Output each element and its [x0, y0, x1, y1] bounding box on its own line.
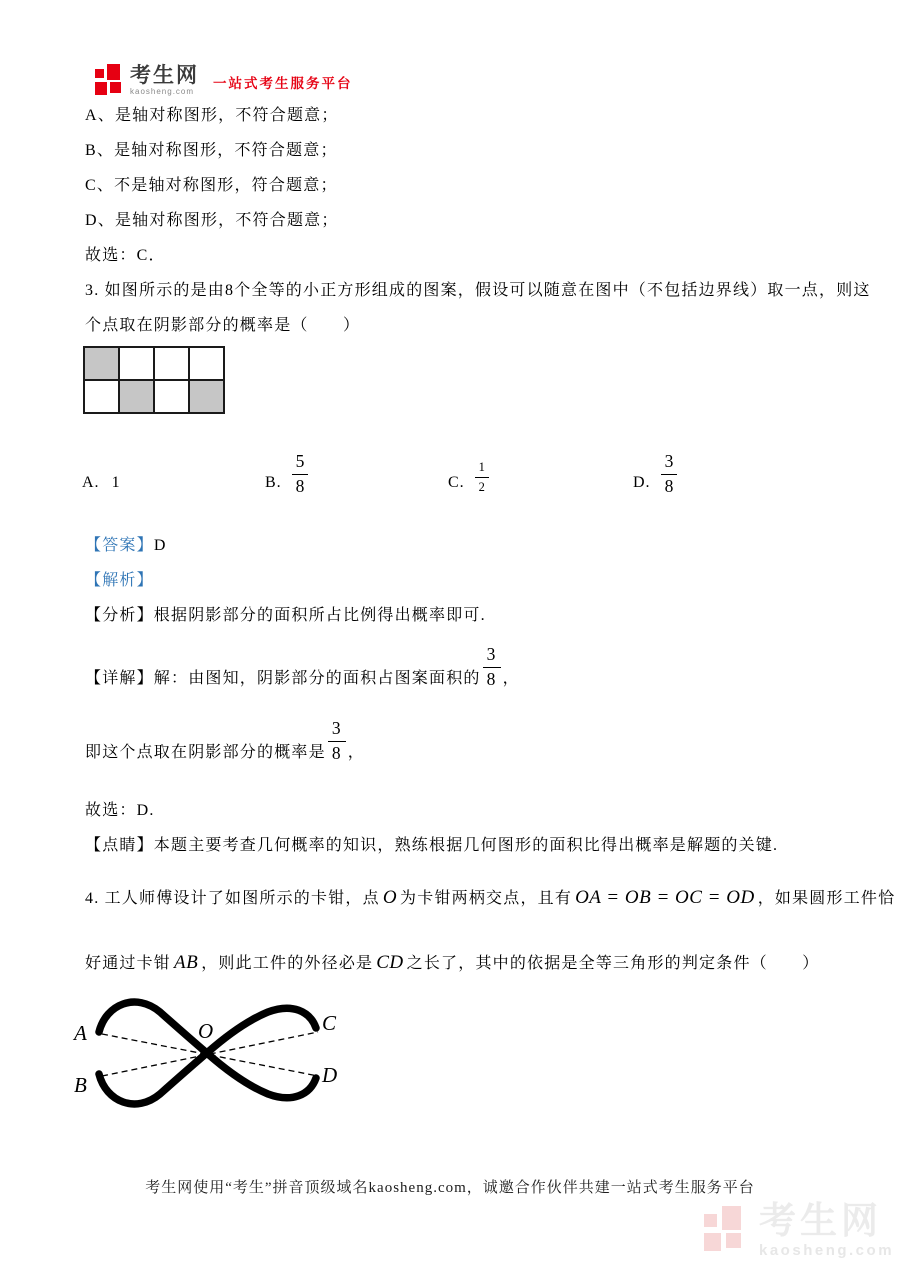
q4-l2-math0: AB	[174, 952, 199, 973]
fraction-denominator: 8	[661, 474, 678, 496]
fraction-numerator: 3	[664, 451, 674, 471]
solution2-line-d: D、是轴对称图形，不符合题意；	[85, 212, 339, 229]
point-label-c: C	[322, 1011, 337, 1035]
q3-option-b	[265, 447, 308, 495]
grid-cell-shaded	[190, 381, 223, 412]
question3-text-line1: 3. 如图所示的是由8个全等的小正方形组成的图案，假设可以随意在图中（不包括边界线）取一点，则这	[85, 282, 871, 299]
xiangjie-prefix: 【详解】解：由图知，阴影部分的面积占图案面积的	[85, 670, 481, 687]
question4-text-line1	[85, 886, 895, 911]
q3-option-a-value: 1	[111, 474, 120, 491]
q4-l1-math1: OA = OB = OC = OD	[575, 887, 755, 908]
grid-cell-shaded	[85, 348, 118, 379]
watermark-wordmark	[759, 1202, 894, 1258]
q4-l1-text2: ，如果圆形工件恰	[757, 890, 896, 907]
q3-option-c-label: C.	[448, 474, 465, 491]
q4-l1-text1: 为卡钳两柄交点，且有	[400, 890, 573, 907]
q3-option-c-fraction	[475, 461, 489, 493]
logo-site-name: 考生网	[130, 64, 199, 87]
q3-option-d-fraction	[661, 453, 678, 495]
q3-answer-line	[85, 536, 167, 557]
question3-text-line2: 个点取在阴影部分的概率是（ ）	[85, 317, 361, 334]
fraction-denominator: 8	[483, 667, 501, 689]
q3-option-b-fraction	[292, 453, 309, 495]
solution2-line-a: A、是轴对称图形，不符合题意；	[85, 107, 339, 124]
xiangjie-fraction	[483, 646, 501, 688]
kaosheng-brand-icon	[95, 64, 124, 96]
probability-grid-figure	[83, 346, 225, 414]
kaosheng-logo	[95, 64, 353, 96]
answer-label: 【答案】	[85, 537, 154, 554]
q4-l2-text0: 好通过卡钳	[85, 955, 172, 972]
logo-tagline: 一站式考生服务平台	[213, 76, 353, 91]
xiangjie-suffix: ，	[502, 670, 520, 687]
point-label-o: O	[198, 1019, 214, 1043]
kaosheng-watermark	[704, 1202, 894, 1258]
watermark-site-domain: kaosheng.com	[759, 1242, 895, 1259]
grid-cell-shaded	[120, 381, 153, 412]
q4-l1-math0: O	[382, 887, 398, 908]
probability-prefix: 即这个点取在阴影部分的概率是	[85, 744, 326, 761]
q4-l1-text0: 4. 工人师傅设计了如图所示的卡钳，点	[85, 890, 380, 907]
fraction-denominator: 8	[292, 474, 309, 496]
grid-cell	[85, 381, 118, 412]
logo-wordmark	[130, 65, 199, 96]
probability-fraction	[328, 720, 346, 762]
watermark-site-name: 考生网	[759, 1200, 882, 1241]
kaosheng-watermark-icon	[704, 1206, 750, 1254]
q3-probability-line	[85, 720, 365, 762]
q3-option-b-label: B.	[265, 474, 282, 491]
q3-dianjing-line: 【点睛】本题主要考查几何概率的知识，熟练根据几何图形的面积比得出概率是解题的关键.	[85, 837, 779, 854]
grid-cell	[155, 381, 188, 412]
q3-fenxi-line: 【分析】根据阴影部分的面积所占比例得出概率即可.	[85, 607, 486, 624]
point-label-d: D	[322, 1063, 338, 1087]
q3-analysis-label: 【解析】	[85, 572, 154, 589]
fraction-numerator: 1	[478, 460, 485, 474]
question4-text-line2	[85, 951, 819, 976]
fraction-numerator: 3	[331, 718, 342, 738]
q3-option-c	[448, 447, 489, 495]
fraction-numerator: 3	[486, 644, 497, 664]
q4-l2-math1: CD	[376, 952, 404, 973]
q3-option-a-label: A.	[82, 474, 100, 491]
probability-suffix: ，	[347, 744, 365, 761]
solution2-conclusion: 故选：C．	[85, 247, 166, 264]
q3-conclusion: 故选：D.	[85, 802, 155, 819]
point-label-b: B	[74, 1073, 87, 1097]
footer-banner: 考生网使用“考生”拼音顶级域名kaosheng.com，诚邀合作伙伴共建一站式考生服务平台	[145, 1180, 755, 1196]
grid-cell	[155, 348, 188, 379]
answer-value: D	[153, 537, 167, 554]
q3-xiangjie-line	[85, 646, 520, 688]
point-label-a: A	[74, 1021, 87, 1045]
fraction-denominator: 2	[475, 477, 489, 494]
q3-option-d-label: D.	[633, 474, 651, 491]
grid-cell	[120, 348, 153, 379]
fraction-numerator: 5	[295, 451, 305, 471]
q3-option-a	[82, 447, 120, 495]
grid-cell	[190, 348, 223, 379]
fraction-denominator: 8	[328, 741, 346, 763]
q3-option-d	[633, 447, 677, 495]
logo-site-domain: kaosheng.com	[130, 87, 195, 96]
solution2-line-c: C、不是轴对称图形，符合题意；	[85, 177, 338, 194]
caliper-figure	[72, 988, 392, 1118]
q4-l2-text1: ，则此工件的外径必是	[201, 955, 374, 972]
solution2-line-b: B、是轴对称图形，不符合题意；	[85, 142, 338, 159]
q4-l2-text2: 之长了，其中的依据是全等三角形的判定条件（ ）	[406, 955, 820, 972]
